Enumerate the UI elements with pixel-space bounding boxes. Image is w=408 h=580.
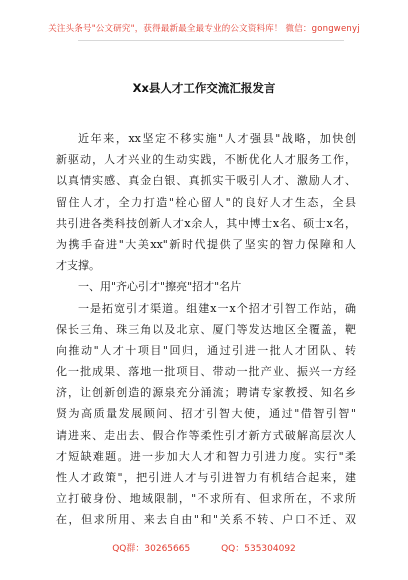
section-heading: 一、用"齐心引才"擦亮"招才"名片	[78, 280, 242, 294]
body-line: 才短缺难题。进一步加大人才和智力引进力度。实行"柔	[56, 449, 356, 463]
body-line: 一是拓宽引才渠道。组建x一x个招才引智工作站，确	[78, 301, 356, 315]
body-line: 立打破身份、地域限制，"不求所有、但求所在，不求所	[56, 492, 356, 506]
body-line: 济，让创新创造的源泉充分涌流；聘请专家教授、知名乡	[56, 386, 356, 400]
body-line: 为携手奋进"大美xx"新时代提供了坚实的智力保障和人	[56, 237, 356, 251]
qq-contact-text: QQ：535304092	[221, 544, 296, 554]
body-line: 化一批成果、落地一批项目、带动一批产业、振兴一方经	[56, 365, 356, 379]
body-line: 向推动"人才十项目"回归，通过引进一批人才团队、转	[56, 343, 356, 357]
contact-footer	[0, 541, 408, 554]
body-line: 请进来、走出去、假合作等柔性引才新方式破解高层次人	[56, 428, 356, 442]
body-line: 性人才政策"，把引进人才与引进智力有机结合起来，建	[56, 471, 356, 484]
body-line: 贤为高质量发展顾问、招才引智大使，通过"借智引智"	[56, 407, 356, 421]
body-line: 共引进各类科技创新人才x余人，其中博士x名、硕士x名，	[56, 216, 356, 230]
qq-group-text: QQ群：30265665	[112, 544, 191, 554]
body-line: 才支撑。	[56, 259, 100, 273]
body-line: 在，但求所用、来去自由"和"关系不转、户口不迁、双	[56, 513, 356, 527]
document-title: Xx县人才工作交流汇报发言	[132, 81, 276, 95]
body-line: 近年来，xx坚定不移实施"人才强县"战略，加快创	[78, 132, 356, 145]
header-divider	[78, 40, 344, 41]
document-body	[56, 128, 356, 531]
promo-banner: 关注头条号"公文研究"，获得最新最全最专业的公文资料库！ 微信：gongwenyj	[48, 24, 360, 34]
body-line: 保长三角、珠三角以及北京、厦门等发达地区全覆盖，靶	[56, 322, 356, 336]
body-line: 以真情实感、真金白银、真抓实干吸引人才、激励人才、	[56, 174, 356, 188]
body-line: 新驱动，人才兴业的生动实践，不断优化人才服务工作，	[56, 153, 356, 167]
body-line: 留住人才，全力打造"栓心留人"的良好人才生态，全县	[56, 195, 356, 209]
